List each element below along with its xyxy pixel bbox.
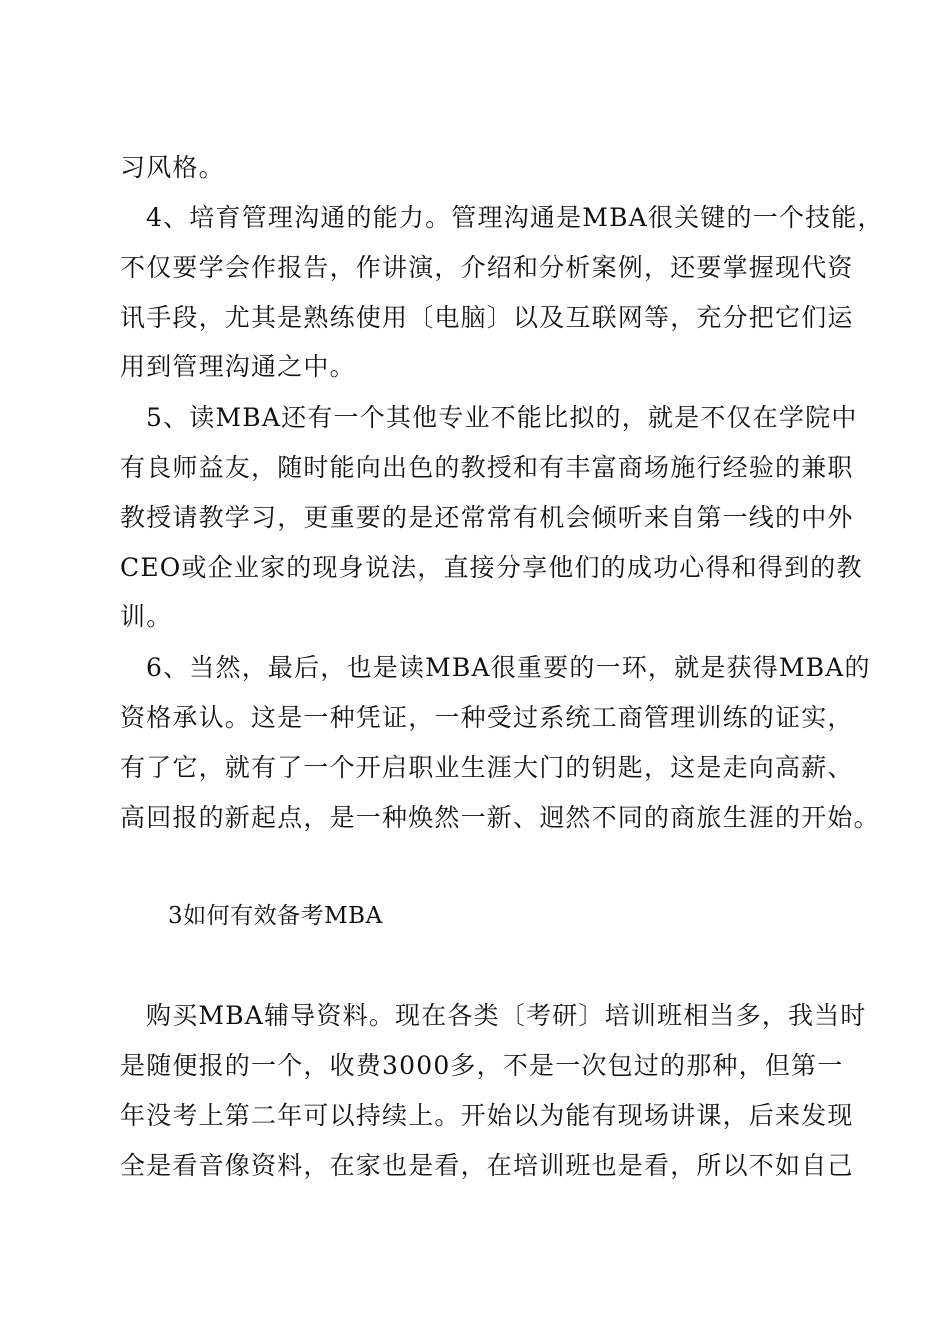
text-line: 教授请教学习，更重要的是还常常有机会倾听来自第一线的中外 (120, 503, 854, 532)
text-line: 5、读MBA还有一个其他专业不能比拟的，就是不仅在学院中 (146, 403, 858, 432)
section-heading: 3如何有效备考MBA (168, 903, 383, 929)
text-line: 资格承认。这是一种凭证，一种受过系统工商管理训练的证实， (120, 703, 854, 732)
text-line: CEO或企业家的现身说法，直接分享他们的成功心得和得到的教 (120, 553, 863, 582)
text-line: 有良师益友，随时能向出色的教授和有丰富商场施行经验的兼职 (120, 453, 854, 482)
text-line: 用到管理沟通之中。 (120, 352, 356, 381)
text-line: 高回报的新起点，是一种焕然一新、迥然不同的商旅生涯的开始。 (120, 803, 880, 832)
text-line: 4、培育管理沟通的能力。管理沟通是MBA很关键的一个技能， (146, 203, 884, 232)
text-line: 习风格。 (120, 153, 225, 182)
text-line: 购买MBA辅导资料。现在各类〔考研〕培训班相当多，我当时 (146, 1001, 867, 1030)
text-line: 年没考上第二年可以持续上。开始以为能有现场讲课，后来发现 (120, 1101, 854, 1130)
text-line: 讯手段，尤其是熟练使用〔电脑〕以及互联网等，充分把它们运 (120, 303, 854, 332)
text-line: 训。 (120, 602, 173, 631)
text-line: 不仅要学会作报告，作讲演，介绍和分析案例，还要掌握现代资 (120, 253, 854, 282)
text-line: 6、当然，最后，也是读MBA很重要的一环，就是获得MBA的 (146, 653, 871, 682)
text-line: 全是看音像资料，在家也是看，在培训班也是看，所以不如自己 (120, 1151, 854, 1180)
text-line: 有了它，就有了一个开启职业生涯大门的钥匙，这是走向高薪、 (120, 753, 854, 782)
text-line: 是随便报的一个，收费3000多，不是一次包过的那种，但第一 (120, 1051, 844, 1080)
